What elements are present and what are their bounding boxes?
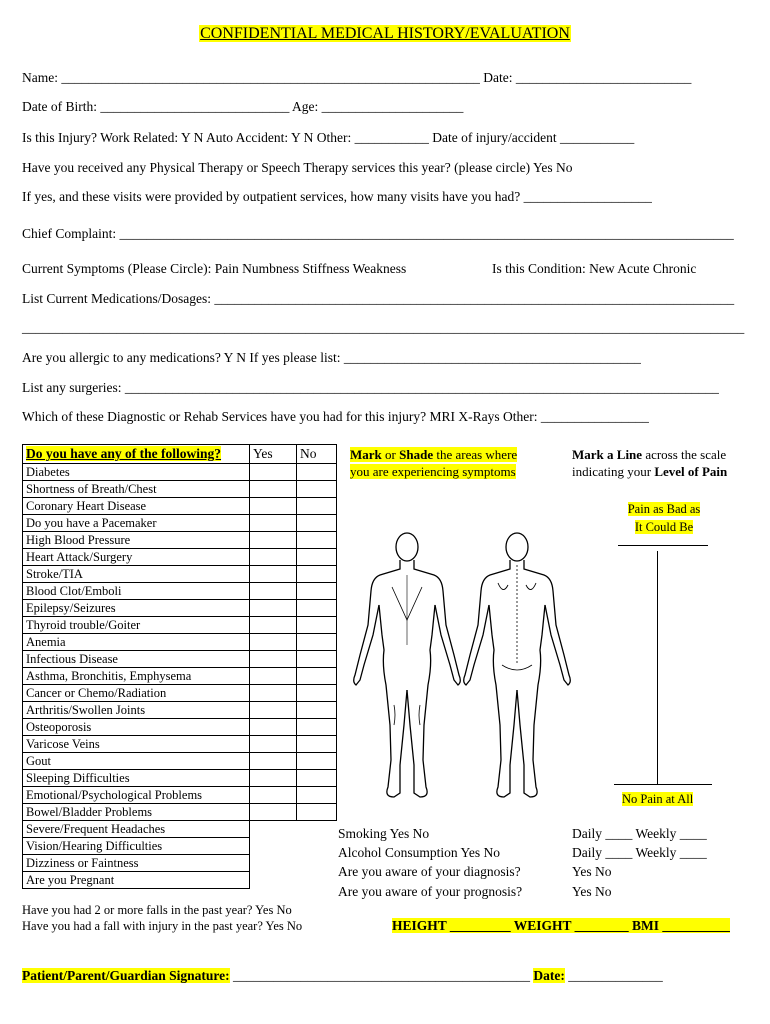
conditions-header-row (23, 445, 337, 464)
condition-label: Arthritis/Swollen Joints (23, 702, 250, 719)
condition-label: Varicose Veins (23, 736, 250, 753)
falls-question-1[interactable]: Have you had 2 or more falls in the past year? Yes No (22, 903, 292, 917)
surgeries-line[interactable]: List any surgeries: ________________________________________________________________________________________ (22, 380, 719, 395)
condition-row (23, 753, 337, 770)
condition-yes-cell[interactable] (250, 583, 297, 600)
condition-yes-cell[interactable] (250, 685, 297, 702)
condition-row (23, 481, 337, 498)
condition-label: Coronary Heart Disease (23, 498, 250, 515)
condition-no-cell[interactable] (297, 532, 337, 549)
condition-no-cell[interactable] (297, 549, 337, 566)
no-column-header: No (297, 445, 337, 464)
condition-no-cell[interactable] (297, 770, 337, 787)
condition-row (23, 668, 337, 685)
condition-no-cell[interactable] (297, 583, 337, 600)
body-diagram[interactable] (340, 525, 580, 825)
condition-yes-cell[interactable] (250, 617, 297, 634)
condition-row (23, 549, 337, 566)
condition-row (23, 515, 337, 532)
pain-scale-instructions: Mark a Line across the scale indicating your Level of Pain (572, 447, 728, 479)
condition-no-cell[interactable] (297, 753, 337, 770)
condition-label: Bowel/Bladder Problems (23, 804, 250, 821)
condition-row (23, 872, 337, 889)
condition-label: Epilepsy/Seizures (23, 600, 250, 617)
condition-no-cell[interactable] (297, 498, 337, 515)
condition-yes-cell[interactable] (250, 668, 297, 685)
dob-age-line[interactable]: Date of Birth: ____________________________ Age: _____________________ (22, 99, 464, 114)
pain-scale-bottom-label: No Pain at All (622, 792, 694, 806)
therapy-question[interactable]: Have you received any Physical Therapy or Speech Therapy services this year? (please circle) Yes No (22, 160, 573, 175)
condition-yes-cell[interactable] (250, 753, 297, 770)
lifestyle-question[interactable]: Are you aware of your diagnosis? (338, 864, 521, 879)
condition-no-cell[interactable] (297, 736, 337, 753)
condition-row (23, 600, 337, 617)
condition-label: Vision/Hearing Difficulties (23, 838, 250, 855)
form-title: CONFIDENTIAL MEDICAL HISTORY/EVALUATION (200, 25, 570, 42)
condition-no-cell[interactable] (297, 872, 337, 889)
condition-row (23, 634, 337, 651)
signature-line[interactable]: Patient/Parent/Guardian Signature: ____________________________________________ Date: ______________ (22, 968, 663, 983)
front-body-outline (354, 533, 461, 797)
condition-yes-cell[interactable] (250, 481, 297, 498)
injury-type-line[interactable]: Is this Injury? Work Related: Y N Auto Accident: Y N Other: ___________ Date of injury/accident ___________ (22, 130, 635, 145)
condition-row (23, 770, 337, 787)
condition-row (23, 787, 337, 804)
condition-yes-cell[interactable] (250, 787, 297, 804)
condition-label: High Blood Pressure (23, 532, 250, 549)
condition-row (23, 855, 337, 872)
condition-row (23, 838, 337, 855)
condition-no-cell[interactable] (297, 617, 337, 634)
condition-label: Severe/Frequent Headaches (23, 821, 250, 838)
medications-line[interactable]: List Current Medications/Dosages: _____________________________________________________________________________ (22, 291, 735, 306)
condition-yes-cell[interactable] (250, 821, 297, 838)
current-symptoms-line[interactable]: Current Symptoms (Please Circle): Pain Numbness Stiffness Weakness (22, 261, 407, 276)
condition-no-cell[interactable] (297, 702, 337, 719)
pain-scale-bottom-tick (614, 784, 712, 785)
condition-yes-cell[interactable] (250, 702, 297, 719)
pain-scale-line[interactable] (657, 551, 658, 784)
condition-yes-cell[interactable] (250, 498, 297, 515)
condition-no-cell[interactable] (297, 838, 337, 855)
condition-yes-cell[interactable] (250, 855, 297, 872)
height-weight-bmi[interactable]: HEIGHT _________ WEIGHT ________ BMI __________ (392, 918, 730, 933)
pain-scale-top-tick (618, 545, 708, 546)
lifestyle-question[interactable]: Are you aware of your prognosis? (338, 884, 523, 899)
condition-label: Are you Pregnant (23, 872, 250, 889)
condition-label: Infectious Disease (23, 651, 250, 668)
condition-no-cell[interactable] (297, 481, 337, 498)
pain-scale-top-label: Pain as Bad as It Could Be (627, 502, 701, 534)
condition-row (23, 702, 337, 719)
condition-no-cell[interactable] (297, 821, 337, 838)
condition-yes-cell[interactable] (250, 566, 297, 583)
back-body-outline (464, 533, 571, 797)
condition-label: Dizziness or Faintness (23, 855, 250, 872)
condition-yes-cell[interactable] (250, 634, 297, 651)
condition-row (23, 651, 337, 668)
condition-row (23, 719, 337, 736)
condition-yes-cell[interactable] (250, 464, 297, 481)
condition-row (23, 532, 337, 549)
condition-row (23, 736, 337, 753)
diagnostic-services-line[interactable]: Which of these Diagnostic or Rehab Services have you had for this injury? MRI X-Rays Other: ________________ (22, 409, 649, 424)
lifestyle-answer[interactable]: Daily ____ Weekly ____ (572, 826, 707, 841)
condition-no-cell[interactable] (297, 719, 337, 736)
condition-label: Asthma, Bronchitis, Emphysema (23, 668, 250, 685)
condition-onset-line[interactable]: Is this Condition: New Acute Chronic (492, 261, 697, 276)
condition-no-cell[interactable] (297, 515, 337, 532)
medications-line-2[interactable]: ___________________________________________________________________________________________________________ (22, 320, 745, 335)
condition-yes-cell[interactable] (250, 736, 297, 753)
lifestyle-answer[interactable]: Yes No (572, 864, 612, 879)
condition-yes-cell[interactable] (250, 804, 297, 821)
lifestyle-answer[interactable]: Yes No (572, 884, 612, 899)
condition-row (23, 498, 337, 515)
name-date-line[interactable]: Name: ______________________________________________________________ Date: __________________________ (22, 70, 692, 85)
condition-label: Osteoporosis (23, 719, 250, 736)
condition-no-cell[interactable] (297, 804, 337, 821)
condition-no-cell[interactable] (297, 464, 337, 481)
conditions-header: Do you have any of the following? (23, 445, 250, 464)
condition-no-cell[interactable] (297, 685, 337, 702)
condition-yes-cell[interactable] (250, 838, 297, 855)
visits-question[interactable]: If yes, and these visits were provided by outpatient services, how many visits have you had? ___________________ (22, 189, 652, 204)
condition-yes-cell[interactable] (250, 532, 297, 549)
condition-yes-cell[interactable] (250, 651, 297, 668)
condition-row (23, 464, 337, 481)
condition-no-cell[interactable] (297, 566, 337, 583)
condition-yes-cell[interactable] (250, 600, 297, 617)
falls-question-2[interactable]: Have you had a fall with injury in the past year? Yes No (22, 919, 303, 933)
condition-label: Shortness of Breath/Chest (23, 481, 250, 498)
condition-row (23, 583, 337, 600)
yes-column-header: Yes (250, 445, 297, 464)
condition-no-cell[interactable] (297, 855, 337, 872)
condition-label: Thyroid trouble/Goiter (23, 617, 250, 634)
condition-label: Blood Clot/Emboli (23, 583, 250, 600)
chief-complaint-line[interactable]: Chief Complaint: ___________________________________________________________________________________________ (22, 226, 734, 241)
condition-label: Emotional/Psychological Problems (23, 787, 250, 804)
condition-row (23, 566, 337, 583)
lifestyle-question[interactable]: Smoking Yes No (338, 826, 430, 841)
condition-row (23, 821, 337, 838)
condition-label: Diabetes (23, 464, 250, 481)
condition-yes-cell[interactable] (250, 770, 297, 787)
condition-label: Gout (23, 753, 250, 770)
condition-row (23, 804, 337, 821)
allergy-question[interactable]: Are you allergic to any medications? Y N If yes please list: ____________________________________________ (22, 350, 641, 365)
condition-yes-cell[interactable] (250, 515, 297, 532)
condition-label: Cancer or Chemo/Radiation (23, 685, 250, 702)
condition-label: Sleeping Difficulties (23, 770, 250, 787)
condition-yes-cell[interactable] (250, 719, 297, 736)
condition-label: Anemia (23, 634, 250, 651)
lifestyle-question[interactable]: Alcohol Consumption Yes No (338, 845, 501, 860)
condition-row (23, 685, 337, 702)
condition-label: Heart Attack/Surgery (23, 549, 250, 566)
condition-row (23, 617, 337, 634)
condition-no-cell[interactable] (297, 668, 337, 685)
conditions-table (22, 444, 337, 889)
condition-no-cell[interactable] (297, 787, 337, 804)
condition-label: Stroke/TIA (23, 566, 250, 583)
condition-no-cell[interactable] (297, 634, 337, 651)
condition-label: Do you have a Pacemaker (23, 515, 250, 532)
condition-no-cell[interactable] (297, 600, 337, 617)
condition-yes-cell[interactable] (250, 549, 297, 566)
lifestyle-answer[interactable]: Daily ____ Weekly ____ (572, 845, 707, 860)
condition-yes-cell[interactable] (250, 872, 297, 889)
condition-no-cell[interactable] (297, 651, 337, 668)
body-chart-instructions: Mark or Shade the areas where you are experiencing symptoms (350, 447, 518, 479)
